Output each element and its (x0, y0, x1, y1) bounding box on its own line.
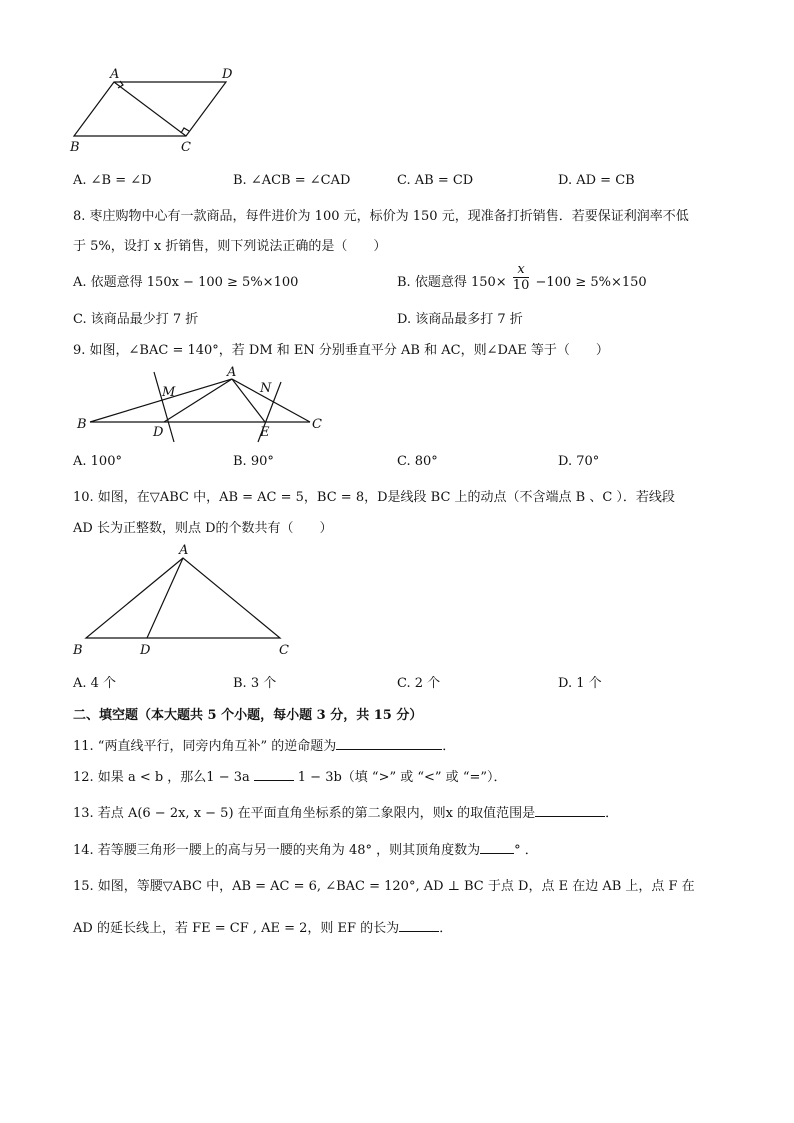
q8-stem-line1: 8. 枣庄购物中心有一款商品，每件进价为 100 元，标价为 150 元，现准备打折销售．若要保证利润率不低 (73, 209, 689, 224)
q14-stem: 14. 若等腰三角形一腰上的高与另一腰的夹角为 48° ，则其顶角度数为 (73, 843, 481, 858)
q8-fraction-denominator: 10 (512, 278, 530, 293)
q12-end: 1 − 3b（填 “>” 或 “<” 或 “=”）． (297, 770, 507, 785)
q7-option-b: B. ∠ACB = ∠CAD (233, 173, 351, 188)
q9-option-c: C. 80° (397, 454, 438, 469)
q14-answer-blank[interactable] (480, 841, 514, 854)
q13 (73, 802, 618, 821)
q11-end: ． (442, 739, 456, 754)
q13-end: ． (605, 806, 619, 821)
q7-option-d: D. AD = CB (558, 173, 635, 188)
q8-option-b (397, 262, 647, 293)
q11-stem: 11. “两直线平行，同旁内角互补” 的逆命题为 (73, 739, 337, 754)
q13-stem: 13. 若点 A(6 − 2x, x − 5) 在平面直角坐标系的第二象限内，则x 的取值范围是 (73, 806, 536, 821)
point-label-E: E (260, 425, 270, 440)
q7-option-a: A. ∠B = ∠D (73, 173, 152, 188)
q8-option-d: D. 该商品最多打 7 折 (397, 312, 523, 327)
point-label-B: B (70, 140, 80, 155)
q10-triangle-figure (68, 540, 298, 662)
point-label-D: D (222, 67, 233, 82)
q13-answer-blank[interactable] (535, 804, 605, 817)
point-label-N: N (260, 381, 272, 396)
q15-stem-line1: 15. 如图，等腰▽ABC 中，AB = AC = 6, ∠BAC = 120°, AD ⊥ BC 于点 D，点 E 在边 AB 上，点 F 在 (73, 879, 695, 894)
q9-triangle-figure (74, 362, 334, 444)
q12-answer-blank[interactable] (254, 768, 294, 781)
point-label-A: A (179, 543, 189, 558)
point-label-A: A (110, 67, 120, 82)
q15-stem-line2: AD 的延长线上，若 FE = CF , AE = 2，则 EF 的长为 (73, 921, 400, 936)
point-label-A: A (227, 365, 237, 380)
point-label-M: M (162, 385, 176, 400)
q10-option-b: B. 3 个 (233, 676, 277, 691)
q10-stem-line2: AD 长为正整数，则点 D的个数共有（ ） (73, 521, 333, 536)
q8-option-a: A. 依题意得 150x − 100 ≥ 5%×100 (73, 275, 299, 290)
point-label-D: D (153, 425, 164, 440)
q8-option-c: C. 该商品最少打 7 折 (73, 312, 199, 327)
q11 (73, 735, 455, 754)
point-label-C: C (312, 417, 322, 432)
q15-end: ． (439, 921, 453, 936)
q7-option-c: C. AB = CD (397, 173, 474, 188)
q15-line2 (73, 917, 452, 936)
q9-stem: 9. 如图，∠BAC = 140°，若 DM 和 EN 分别垂直平分 AB 和 AC，则∠DAE 等于（ ） (73, 343, 609, 358)
q8-option-b-suffix: −100 ≥ 5%×150 (535, 275, 647, 290)
q10-option-c: C. 2 个 (397, 676, 441, 691)
q10-option-d: D. 1 个 (558, 676, 602, 691)
q12 (73, 766, 507, 785)
q8-stem-line2: 于 5%，设打 x 折销售，则下列说法正确的是（ ） (73, 239, 387, 254)
point-label-B: B (73, 643, 83, 658)
point-label-C: C (279, 643, 289, 658)
q10-stem-line1: 10. 如图，在▽ABC 中，AB = AC = 5，BC = 8，D是线段 BC 上的动点（不含端点 B 、C ）．若线段 (73, 490, 675, 505)
q8-fraction-numerator: x (513, 262, 530, 278)
q8-option-b-prefix: B. 依题意得 150× (397, 275, 507, 290)
q14-end: ° ． (514, 843, 538, 858)
point-label-D: D (140, 643, 151, 658)
q10-option-a: A. 4 个 (73, 676, 117, 691)
q9-option-d: D. 70° (558, 454, 600, 469)
point-label-C: C (181, 140, 191, 155)
q12-stem: 12. 如果 a < b ，那么1 − 3a (73, 770, 250, 785)
section-title-fill-in: 二、填空题（本大题共 5 个小题，每小题 3 分，共 15 分） (73, 708, 423, 723)
q9-option-a: A. 100° (73, 454, 122, 469)
q11-answer-blank[interactable] (336, 737, 442, 750)
q14 (73, 839, 538, 858)
point-label-B: B (77, 417, 87, 432)
parallelogram-figure (60, 62, 250, 157)
q9-option-b: B. 90° (233, 454, 274, 469)
q15-answer-blank[interactable] (399, 919, 439, 932)
